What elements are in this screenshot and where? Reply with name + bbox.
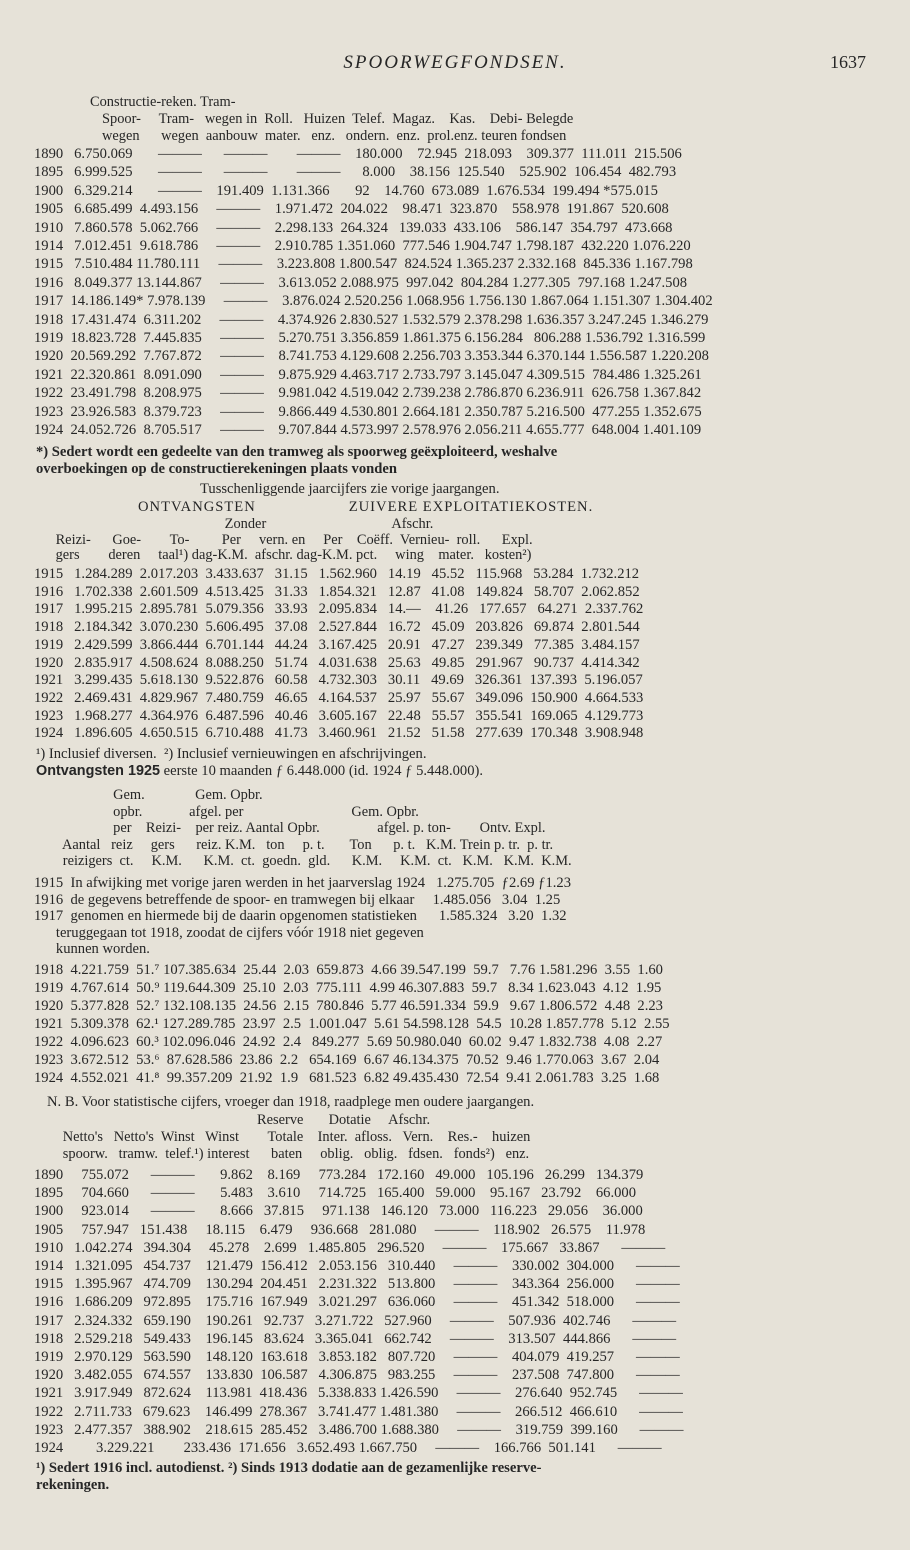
footnote: ¹) Sedert 1916 incl. autodienst. ²) Sinds 1913 dodatie aan de gezamenlijke reserve- <box>36 1460 542 1476</box>
statement-line: 1917 genomen en hiermede bij de daarin opgenomen statistieken 1.585.324 3.20 1.32 <box>34 908 567 924</box>
table-row: 1890 755.072 ——— 9.862 8.169 773.284 172.160 49.000 105.196 26.299 134.379 <box>34 1167 644 1183</box>
table-row: 1919 4.767.614 50.⁹ 119.644.309 25.10 2.03 775.111 4.99 46.307.883 59.7 8.34 1.623.043 4.12 1.95 <box>34 980 662 996</box>
receipts-1925-note <box>36 763 483 779</box>
statement-line: teruggegaan tot 1918, zoodat de cijfers vóór 1918 niet gegeven <box>34 924 424 941</box>
column-header: wegen wegen aanbouw mater. enz. ondern. enz. prol.enz. teuren fondsen <box>102 128 567 144</box>
column-header: spoorw. tramw. telef.¹) interest baten oblig. oblig. fdsen. fonds²) enz. <box>34 1146 530 1162</box>
table-row: 1910 7.860.578 5.062.766 ——— 2.298.133 264.324 139.033 433.106 586.147 354.797 473.668 <box>34 219 673 236</box>
table-row: 1919 2.429.599 3.866.444 6.701.144 44.24 3.167.425 20.91 47.27 239.349 77.385 3.484.157 <box>34 636 640 653</box>
table-row: 1919 18.823.728 7.445.835 ——— 5.270.751 3.356.859 1.861.375 6.156.284 806.288 1.536.792 1.316.599 <box>34 330 706 346</box>
page-number: 1637 <box>830 52 866 72</box>
table-row: 1921 3.299.435 5.618.130 9.522.876 60.58 4.732.303 30.11 49.69 326.361 137.393 5.196.057 <box>34 672 643 689</box>
table-row: 1922 2.469.431 4.829.967 7.480.759 46.65 4.164.537 25.97 55.67 349.096 150.900 4.664.533 <box>34 689 644 706</box>
column-header: per Reizi- per reiz. Aantal Opbr. afgel. p. ton- Ontv. Expl. <box>34 820 546 836</box>
table-row: 1917 1.995.215 2.895.781 5.079.356 33.93 2.095.834 14.— 41.26 177.657 64.271 2.337.762 <box>34 601 644 618</box>
table-row: 1905 757.947 151.438 18.115 6.479 936.668 281.080 ——— 118.902 26.575 11.978 <box>34 1221 646 1238</box>
table-row: 1915 1.284.289 2.017.203 3.433.637 31.15 1.562.960 14.19 45.52 115.968 53.284 1.732.212 <box>34 566 640 582</box>
table-row: 1918 2.184.342 3.070.230 5.606.495 37.08 2.527.844 16.72 45.09 203.826 69.874 2.801.544 <box>34 619 640 636</box>
receipts-label: Ontvangsten 1925 <box>36 763 160 779</box>
table-row: 1923 1.968.277 4.364.976 6.487.596 40.46 3.605.167 22.48 55.57 355.541 169.065 4.129.773 <box>34 707 644 724</box>
table-row: 1922 4.096.623 60.³ 102.096.046 24.92 2.4 849.277 5.69 50.980.040 60.02 9.47 1.832.738 4.08 2.27 <box>34 1034 663 1050</box>
table-row: 1920 5.377.828 52.⁷ 132.108.135 24.56 2.15 780.846 5.77 46.591.334 59.9 9.67 1.806.572 4.48 2.23 <box>34 998 663 1014</box>
table-row: 1895 704.660 ——— 5.483 3.610 714.725 165.400 59.000 95.167 23.792 66.000 <box>34 1185 636 1202</box>
footnote: overboekingen op de constructierekeningen plaats vonden <box>36 461 397 477</box>
table-row: 1924 3.229.221 233.436 171.656 3.652.493 1.667.750 ——— 166.766 501.141 ——— <box>34 1440 662 1456</box>
column-header: Aantal reiz gers reiz. K.M. ton p. t. Ton p. t. K.M. Trein p. tr. p. tr. <box>34 836 554 853</box>
table-row: 1905 6.685.499 4.493.156 ——— 1.971.472 204.022 98.471 323.870 558.978 191.867 520.608 <box>34 201 669 218</box>
table-row: 1923 2.477.357 388.902 218.615 285.452 3.486.700 1.688.380 ——— 319.759 399.160 ——— <box>34 1421 684 1438</box>
statement-line: 1916 de gegevens betreffende de spoor- en tramwegen bij elkaar 1.485.056 3.04 1.25 <box>34 891 561 908</box>
statement-line: 1915 In afwijking met vorige jaren werden in het jaarverslag 1924 1.275.705 ƒ2.69 ƒ1.23 <box>34 875 572 891</box>
table-row: 1924 24.052.726 8.705.517 ——— 9.707.844 4.573.997 2.578.976 2.056.211 4.655.777 648.004 1.401.109 <box>34 422 702 438</box>
table-row: 1924 4.552.021 41.⁸ 99.357.209 21.92 1.9 681.523 6.82 49.435.430 72.54 9.41 2.061.783 3.25 1.68 <box>34 1070 660 1086</box>
table-row: 1923 3.672.512 53.⁶ 87.628.586 23.86 2.2 654.169 6.67 46.134.375 70.52 9.46 1.770.063 3.67 2.04 <box>34 1052 660 1068</box>
table-row: 1915 7.510.484 11.780.111 ——— 3.223.808 1.800.547 824.524 1.365.237 2.332.168 845.336 1.167.798 <box>34 256 693 273</box>
table-row: 1914 7.012.451 9.618.786 ——— 2.910.785 1.351.060 777.546 1.904.747 1.798.187 432.220 1.076.220 <box>34 238 691 254</box>
column-header: Reizi- Goe- To- Per vern. en Per Coëff. Vernieu- roll. Expl. <box>34 531 533 548</box>
table-row: 1917 14.186.149* 7.978.139 ——— 3.876.024 2.520.256 1.068.956 1.756.130 1.867.064 1.151.307 1.304.402 <box>34 293 713 310</box>
table-row: 1921 3.917.949 872.624 113.981 418.436 5.338.833 1.426.590 ——— 276.640 952.745 ——— <box>34 1385 683 1402</box>
footnote: rekeningen. <box>36 1477 110 1493</box>
nb-note: N. B. Voor statistische cijfers, vroeger dan 1918, raadplege men oudere jaargangen. <box>47 1094 535 1110</box>
table-row: 1916 1.686.209 972.895 175.716 167.949 3.021.297 636.060 ——— 451.342 518.000 ——— <box>34 1294 680 1311</box>
column-header: reizigers ct. K.M. K.M. ct. goedn. gld. K.M. K.M. ct. K.M. K.M. K.M. <box>34 853 572 869</box>
note: Tusschenliggende jaarcijfers zie vorige jaargangen. <box>200 481 500 497</box>
table-row: 1916 8.049.377 13.144.867 ——— 3.613.052 2.088.975 997.042 804.284 1.277.305 797.168 1.247.508 <box>34 274 688 291</box>
table-row: 1922 23.491.798 8.208.975 ——— 9.981.042 4.519.042 2.739.238 2.786.870 6.236.911 626.758 1.367.842 <box>34 385 702 402</box>
table-row: 1917 2.324.332 659.190 190.261 92.737 3.271.722 527.960 ——— 507.936 402.746 ——— <box>34 1312 677 1329</box>
table-row: 1900 6.329.214 ——— 191.409 1.131.366 92 14.760 673.089 1.676.534 199.494 *575.015 <box>34 182 658 199</box>
column-header: Spoor- Tram- wegen in Roll. Huizen Telef. Magaz. Kas. Debi- Belegde <box>102 111 574 127</box>
table-row: 1918 17.431.474 6.311.202 ——— 4.374.926 2.830.527 1.532.579 2.378.298 1.636.357 3.247.245 1.346.279 <box>34 311 709 328</box>
table-row: 1920 3.482.055 674.557 133.830 106.587 4.306.875 983.255 ——— 237.508 747.800 ——— <box>34 1367 680 1384</box>
table-row: 1890 6.750.069 ——— ——— ——— 180.000 72.945 218.093 309.377 111.011 215.506 <box>34 146 682 162</box>
table-row: 1921 5.309.378 62.¹ 127.289.785 23.97 2.5 1.001.047 5.61 54.598.128 54.5 10.28 1.857.778 5.12 2.55 <box>34 1016 670 1032</box>
column-header: Reserve Dotatie Afschr. <box>34 1112 431 1128</box>
statement-line: kunnen worden. <box>34 941 150 957</box>
column-header: gers deren taal¹) dag-K.M. afschr. dag-K.M. pct. wing mater. kosten²) <box>34 547 532 563</box>
table-row: 1922 2.711.733 679.623 146.499 278.367 3.741.477 1.481.380 ——— 266.512 466.610 ——— <box>34 1403 683 1420</box>
table-row: 1924 1.896.605 4.650.515 6.710.488 41.73 3.460.961 21.52 51.58 277.639 170.348 3.908.948 <box>34 725 644 742</box>
column-header: Constructie-reken. Tram- <box>90 94 236 110</box>
table-row: 1916 1.702.338 2.601.509 4.513.425 31.33 1.854.321 12.87 41.08 149.824 58.707 2.062.852 <box>34 583 640 600</box>
column-header: Zonder Afschr. <box>34 516 434 532</box>
table-row: 1910 1.042.274 394.304 45.278 2.699 1.485.805 296.520 ——— 175.667 33.867 ——— <box>34 1239 666 1256</box>
table-row: 1915 1.395.967 474.709 130.294 204.451 2.231.322 513.800 ——— 343.364 256.000 ——— <box>34 1276 680 1293</box>
group-headers: ONTVANGSTEN ZUIVERE EXPLOITATIEKOSTEN. <box>138 499 594 515</box>
footnote: *) Sedert wordt een gedeelte van den tramweg als spoorweg geëxploiteerd, weshalve <box>36 444 558 460</box>
footnote: ¹) Inclusief diversen. ²) Inclusief vernieuwingen en afschrijvingen. <box>36 746 427 762</box>
table-row: 1918 4.221.759 51.⁷ 107.385.634 25.44 2.03 659.873 4.66 39.547.199 59.7 7.76 1.581.296 3.55 1.60 <box>34 962 663 978</box>
column-header: Netto's Netto's Winst Winst Totale Inter. afloss. Vern. Res.- huizen <box>34 1129 531 1145</box>
table-row: 1914 1.321.095 454.737 121.479 156.412 2.053.156 310.440 ——— 330.002 304.000 ——— <box>34 1258 680 1274</box>
column-header: Gem. Gem. Opbr. <box>34 787 263 803</box>
running-title: SPOORWEGFONDSEN. <box>343 52 567 73</box>
column-header: opbr. afgel. per Gem. Opbr. <box>34 803 419 820</box>
table-row: 1921 22.320.861 8.091.090 ——— 9.875.929 4.463.717 2.733.797 3.145.047 4.309.515 784.486 1.325.261 <box>34 366 702 383</box>
receipts-text: eerste 10 maanden ƒ 6.448.000 (id. 1924 ƒ 5.448.000). <box>159 763 483 779</box>
table-row: 1895 6.999.525 ——— ——— ——— 8.000 38.156 125.540 525.902 106.454 482.793 <box>34 164 677 181</box>
table-row: 1918 2.529.218 549.433 196.145 83.624 3.365.041 662.742 ——— 313.507 444.866 ——— <box>34 1330 677 1347</box>
table-row: 1920 2.835.917 4.508.624 8.088.250 51.74 4.031.638 25.63 49.85 291.967 90.737 4.414.342 <box>34 654 640 671</box>
table-row: 1900 923.014 ——— 8.666 37.815 971.138 146.120 73.000 116.223 29.056 36.000 <box>34 1203 643 1220</box>
table-row: 1920 20.569.292 7.767.872 ——— 8.741.753 4.129.608 2.256.703 3.353.344 6.370.144 1.556.587 1.220.208 <box>34 348 709 365</box>
table-row: 1919 2.970.129 563.590 148.120 163.618 3.853.182 807.720 ——— 404.079 419.257 ——— <box>34 1349 680 1365</box>
table-row: 1923 23.926.583 8.379.723 ——— 9.866.449 4.530.801 2.664.181 2.350.787 5.216.500 477.255 1.352.675 <box>34 403 702 420</box>
